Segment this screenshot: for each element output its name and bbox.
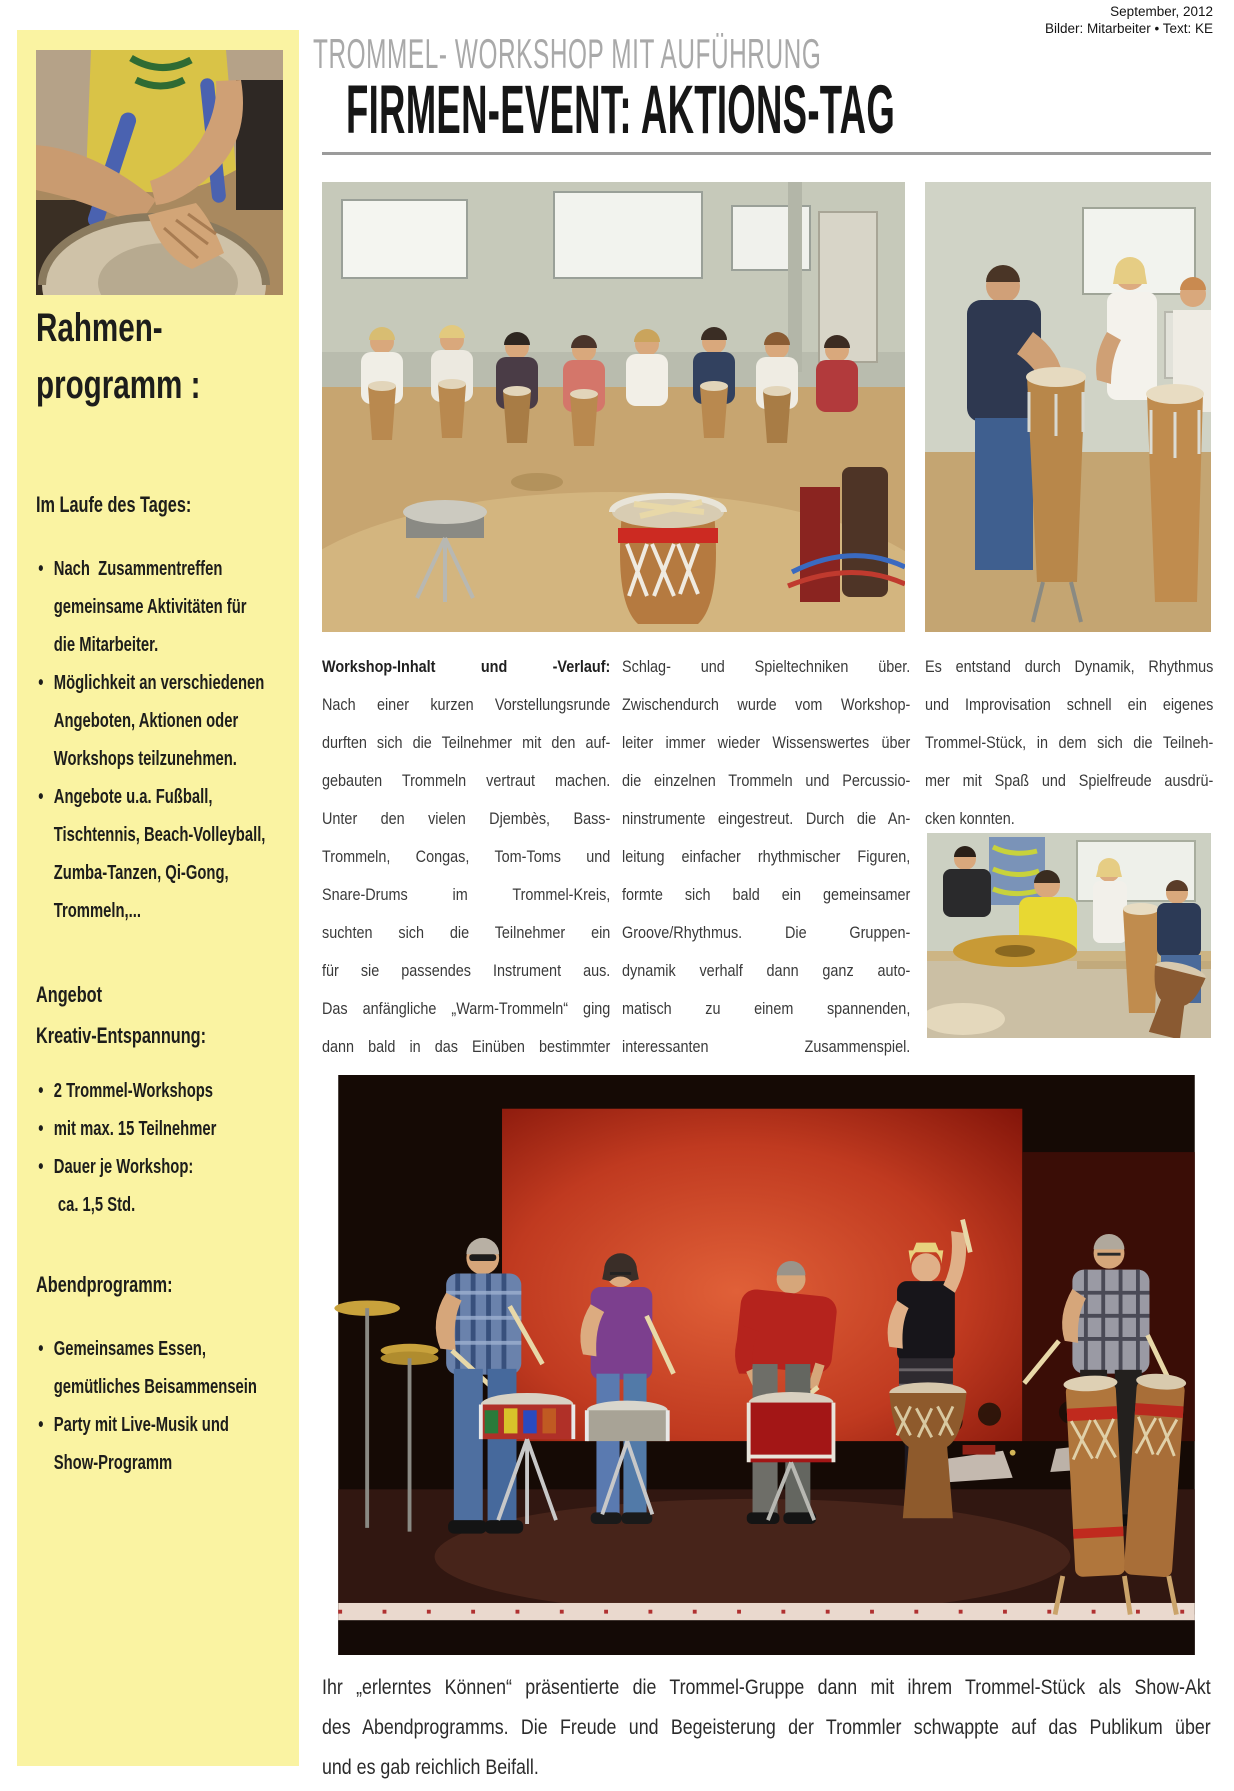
text-line: und Improvisation schnell ein eigenes (925, 695, 1214, 714)
text-line: Zumba-Tanzen, Qi-Gong, (53, 862, 229, 884)
article-column-2 (622, 648, 910, 1066)
text-line: Tischtennis, Beach-Volleyball, (53, 824, 266, 846)
issue-date: September, 2012 (1110, 4, 1213, 19)
text-line: Angeboten, Aktionen oder (53, 710, 239, 732)
list-item (36, 550, 288, 664)
article-column-3 (925, 648, 1213, 838)
text-line: matisch zu einem spannenden, (622, 999, 911, 1018)
sidebar-list-day (36, 550, 288, 930)
text-line: für sie passendes Instrument aus. (322, 961, 611, 980)
sidebar-title (36, 300, 288, 414)
text-line: Rahmen- (36, 306, 163, 350)
article-outro (322, 1668, 1211, 1788)
text-line: Trommel-Stück, in dem sich die Teilneh- (925, 733, 1214, 752)
column-text (322, 686, 610, 1066)
text-line: Trommeln,... (53, 900, 141, 922)
djembe-hands-photo (36, 50, 283, 295)
text-line: Unter den vielen Djembès, Bass- (322, 809, 611, 828)
text-line: gemeinsame Aktivitäten für (53, 596, 247, 618)
text-line: Gemeinsames Essen, (53, 1338, 206, 1360)
list-item (36, 1110, 288, 1148)
text-line: Es entstand durch Dynamik, Rhythmus (925, 657, 1214, 676)
bullet-dot: • (38, 1338, 44, 1360)
sidebar-list-evening (36, 1330, 288, 1482)
column-text (622, 648, 910, 1066)
bullet-dot: • (38, 1414, 44, 1436)
text-line: die Mitarbeiter. (53, 634, 159, 656)
list-item (36, 1330, 288, 1406)
text-line: Zwischendurch wurde vom Workshop- (622, 695, 911, 714)
text-line: Angebote u.a. Fußball, (53, 786, 213, 808)
text-line: Show-Programm (53, 1452, 173, 1474)
text-line: Im Laufe des Tages: (36, 492, 192, 517)
text-line: durften sich die Teilnehmer mit den auf- (322, 733, 611, 752)
sidebar-heading-day (36, 490, 288, 520)
text-line: gebauten Trommeln vertraut machen. (322, 771, 611, 790)
text-line: Das anfängliche „Warm-Trommeln“ ging (322, 999, 611, 1018)
text-line: Nach einer kurzen Vorstellungsrunde (322, 695, 611, 714)
article-column-1 (322, 648, 610, 1066)
text-line: Workshops teilzunehmen. (53, 748, 237, 770)
text-line: Snare-Drums im Trommel-Kreis, (322, 885, 611, 904)
bullet-dot: • (38, 1156, 44, 1178)
text-line: 2 Trommel-Workshops (53, 1080, 214, 1102)
sidebar (17, 30, 299, 1766)
credit-line: Bilder: Mitarbeiter • Text: KE (1044, 20, 1213, 36)
list-item (36, 664, 288, 778)
outro-text (322, 1668, 1211, 1788)
text-line: des Abendprogramms. Die Freude und Begeisterung der Trommler schwappte auf das Publikum über (322, 1716, 1211, 1739)
sidebar-text (36, 300, 288, 1482)
list-item (36, 1406, 288, 1482)
text-line: leiter immer wieder Wissenswertes über (622, 733, 911, 752)
text-line: ninstrumente eingestreut. Durch die An- (622, 809, 911, 828)
page-title: FIRMEN-EVENT: AKTIONS-TAG (346, 71, 896, 148)
text-line: mer mit Spaß und Spielfreude ausdrü- (925, 771, 1214, 790)
text-line: leitung einfacher rhythmischer Figuren, (622, 847, 911, 866)
group-photo (927, 833, 1211, 1038)
bullet-dot: • (38, 672, 44, 694)
sidebar-list-offer (36, 1072, 288, 1224)
text-line: Angebot (36, 982, 103, 1007)
text-line: cken konnten. (925, 809, 1015, 828)
text-line: und es gab reichlich Beifall. (322, 1756, 539, 1779)
headline-rule (322, 152, 1211, 155)
text-line: ca. 1,5 Std. (53, 1194, 136, 1216)
bullet-dot: • (38, 786, 44, 808)
column-text (925, 648, 1213, 838)
text-line: programm : (36, 363, 201, 407)
text-line: Möglichkeit an verschiedenen (53, 672, 265, 694)
kicker-headline: TROMMEL- WORKSHOP MIT AUFÜHRUNG (313, 30, 822, 77)
text-line: mit max. 15 Teilnehmer (53, 1118, 217, 1140)
bullet-dot: • (38, 558, 44, 580)
sidebar-heading-offer (36, 974, 288, 1056)
bullet-dot: • (38, 1118, 44, 1140)
text-line: die einzelnen Trommeln und Percussio- (622, 771, 911, 790)
text-line: dann bald in das Einüben bestimmter (322, 1037, 611, 1056)
list-item (36, 778, 288, 930)
corner-congas (788, 467, 905, 602)
text-line: interessanten Zusammenspiel. (622, 1037, 911, 1056)
congas-photo (925, 182, 1211, 632)
text-line: Trommeln, Congas, Tom-Toms und (322, 847, 611, 866)
stage-photo (322, 1075, 1211, 1655)
text-line: Kreativ-Entspannung: (36, 1023, 207, 1048)
text-line: Groove/Rhythmus. Die Gruppen- (622, 923, 911, 942)
workshop-room-photo (322, 182, 905, 632)
text-line: Dauer je Workshop: (53, 1156, 194, 1178)
masthead-credits (1045, 4, 1213, 37)
text-line: Party mit Live-Musik und (53, 1414, 229, 1436)
text-line: Abendprogramm: (36, 1272, 173, 1297)
text-line: suchten sich die Teilnehmer ein (322, 923, 611, 942)
sidebar-heading-evening (36, 1270, 288, 1300)
text-line: Schlag- und Spieltechniken über. (622, 657, 911, 676)
text-line: Nach Zusammentreffen (53, 558, 223, 580)
text-line: gemütliches Beisammensein (53, 1376, 257, 1398)
text-line: formte sich bald ein gemeinsamer (622, 885, 911, 904)
list-item (36, 1072, 288, 1110)
list-item (36, 1148, 288, 1224)
text-line: Ihr „erlerntes Können“ präsentierte die Trommel-Gruppe dann mit ihrem Trommel-Stück als Show-Akt (322, 1676, 1211, 1699)
bullet-dot: • (38, 1080, 44, 1102)
conga-right (1146, 384, 1204, 602)
column-heading: Workshop-Inhalt und -Verlauf: (322, 657, 611, 676)
foreground-djembe (612, 496, 724, 624)
text-line: dynamik verhalf dann ganz auto- (622, 961, 911, 980)
